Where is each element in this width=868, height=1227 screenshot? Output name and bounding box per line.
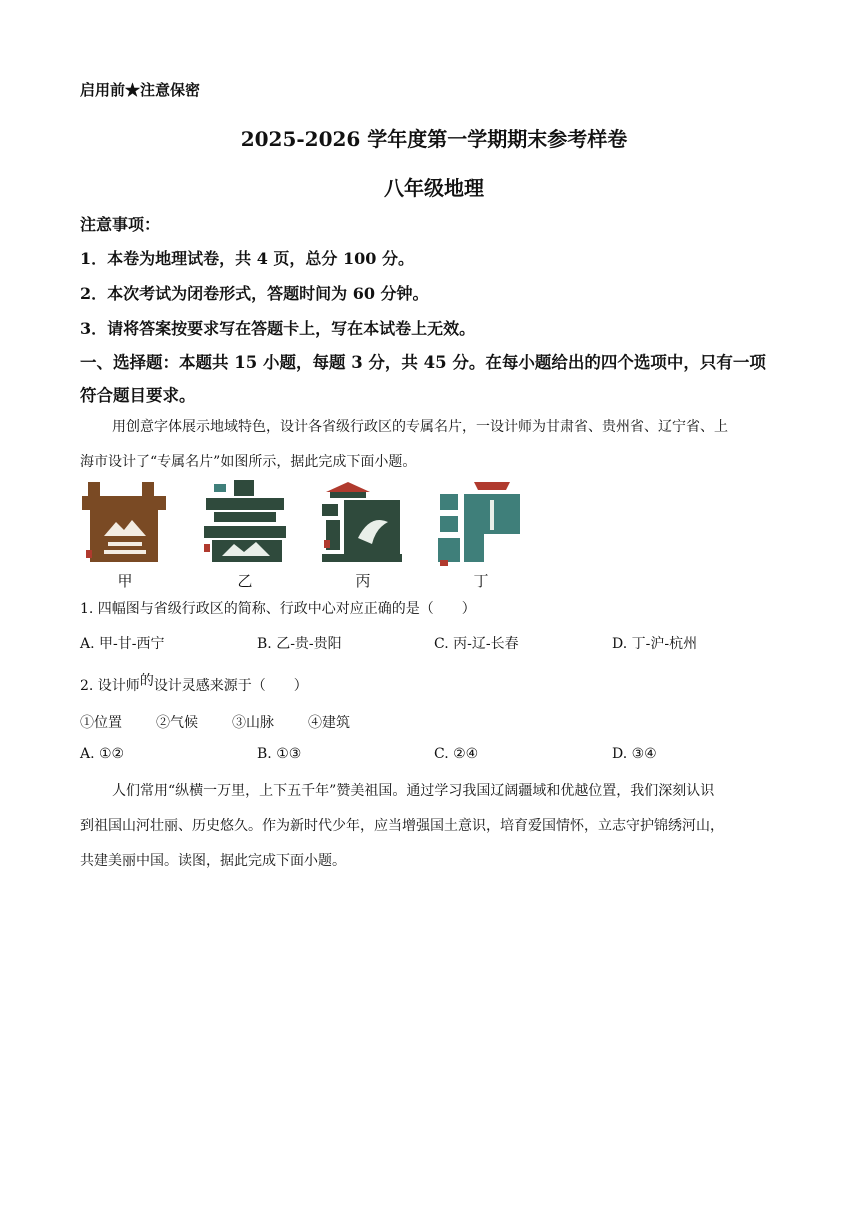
question-2-choice: ②气候 bbox=[156, 715, 198, 731]
question-2-option-a: A. ①② bbox=[80, 746, 125, 762]
notes-heading: 注意事项： bbox=[80, 215, 161, 234]
card-label-ding: 丁 bbox=[473, 572, 489, 590]
card-bing-image bbox=[318, 478, 408, 568]
question-2-choice: ③山脉 bbox=[232, 715, 274, 731]
question-2-stem bbox=[80, 675, 308, 695]
question-2-option-c: C. ②④ bbox=[434, 746, 479, 762]
card-jia-image bbox=[80, 478, 170, 568]
note-item: 2．本次考试为闭卷形式，答题时间为 60 分钟。 bbox=[80, 284, 429, 303]
question-1-stem: 1. 四幅图与省级行政区的简称、行政中心对应正确的是（ ） bbox=[80, 601, 476, 617]
section-heading-cont: 符合题目要求。 bbox=[80, 386, 196, 405]
question-2-option-b: B. ①③ bbox=[257, 746, 302, 762]
question-2-stem-part: 设计灵感来源于（ ） bbox=[153, 678, 308, 694]
passage-line: 共建美丽中国。读图，据此完成下面小题。 bbox=[80, 853, 346, 869]
exam-subtitle: 八年级地理 bbox=[384, 176, 484, 200]
question-2-stem-part: 2. 设计师 bbox=[80, 678, 140, 694]
note-item: 3．请将答案按要求写在答题卡上，写在本试卷上无效。 bbox=[80, 319, 476, 338]
passage-line: 用创意字体展示地域特色，设计各省级行政区的专属名片，一设计师为甘肃省、贵州省、辽宁省、上 bbox=[112, 419, 728, 435]
note-item: 1．本卷为地理试卷，共 4 页，总分 100 分。 bbox=[80, 249, 414, 268]
question-2-choice: ①位置 bbox=[80, 715, 122, 731]
confidential-notice: 启用前★注意保密 bbox=[80, 81, 201, 99]
question-1-option-a: A. 甲-甘-西宁 bbox=[80, 636, 165, 652]
card-label-yi: 乙 bbox=[237, 572, 253, 590]
question-2-stem-part: 的 bbox=[139, 673, 154, 689]
question-1-option-c: C. 丙-辽-长春 bbox=[434, 636, 519, 652]
question-1-option-b: B. 乙-贵-贵阳 bbox=[257, 636, 342, 652]
card-label-jia: 甲 bbox=[117, 572, 133, 590]
section-heading: 一、选择题：本题共 15 小题，每题 3 分，共 45 分。在每小题给出的四个选项中，只有一项 bbox=[80, 353, 766, 372]
passage-line: 人们常用“纵横一万里，上下五千年”赞美祖国。通过学习我国辽阔疆域和优越位置，我们深刻认识 bbox=[112, 783, 715, 799]
card-yi-image bbox=[200, 478, 290, 568]
exam-title: 2025-2026 学年度第一学期期末参考样卷 bbox=[240, 127, 628, 151]
card-ding-image bbox=[436, 478, 526, 568]
passage-line: 到祖国山河壮丽、历史悠久。作为新时代少年，应当增强国土意识，培育爱国情怀，立志守护锦绣河山， bbox=[80, 818, 724, 834]
passage-line: 海市设计了“专属名片”如图所示，据此完成下面小题。 bbox=[80, 454, 417, 470]
question-2-option-d: D. ③④ bbox=[612, 746, 657, 762]
question-1-option-d: D. 丁-沪-杭州 bbox=[612, 636, 698, 652]
question-2-choice: ④建筑 bbox=[308, 715, 350, 731]
card-label-bing: 丙 bbox=[355, 572, 371, 590]
